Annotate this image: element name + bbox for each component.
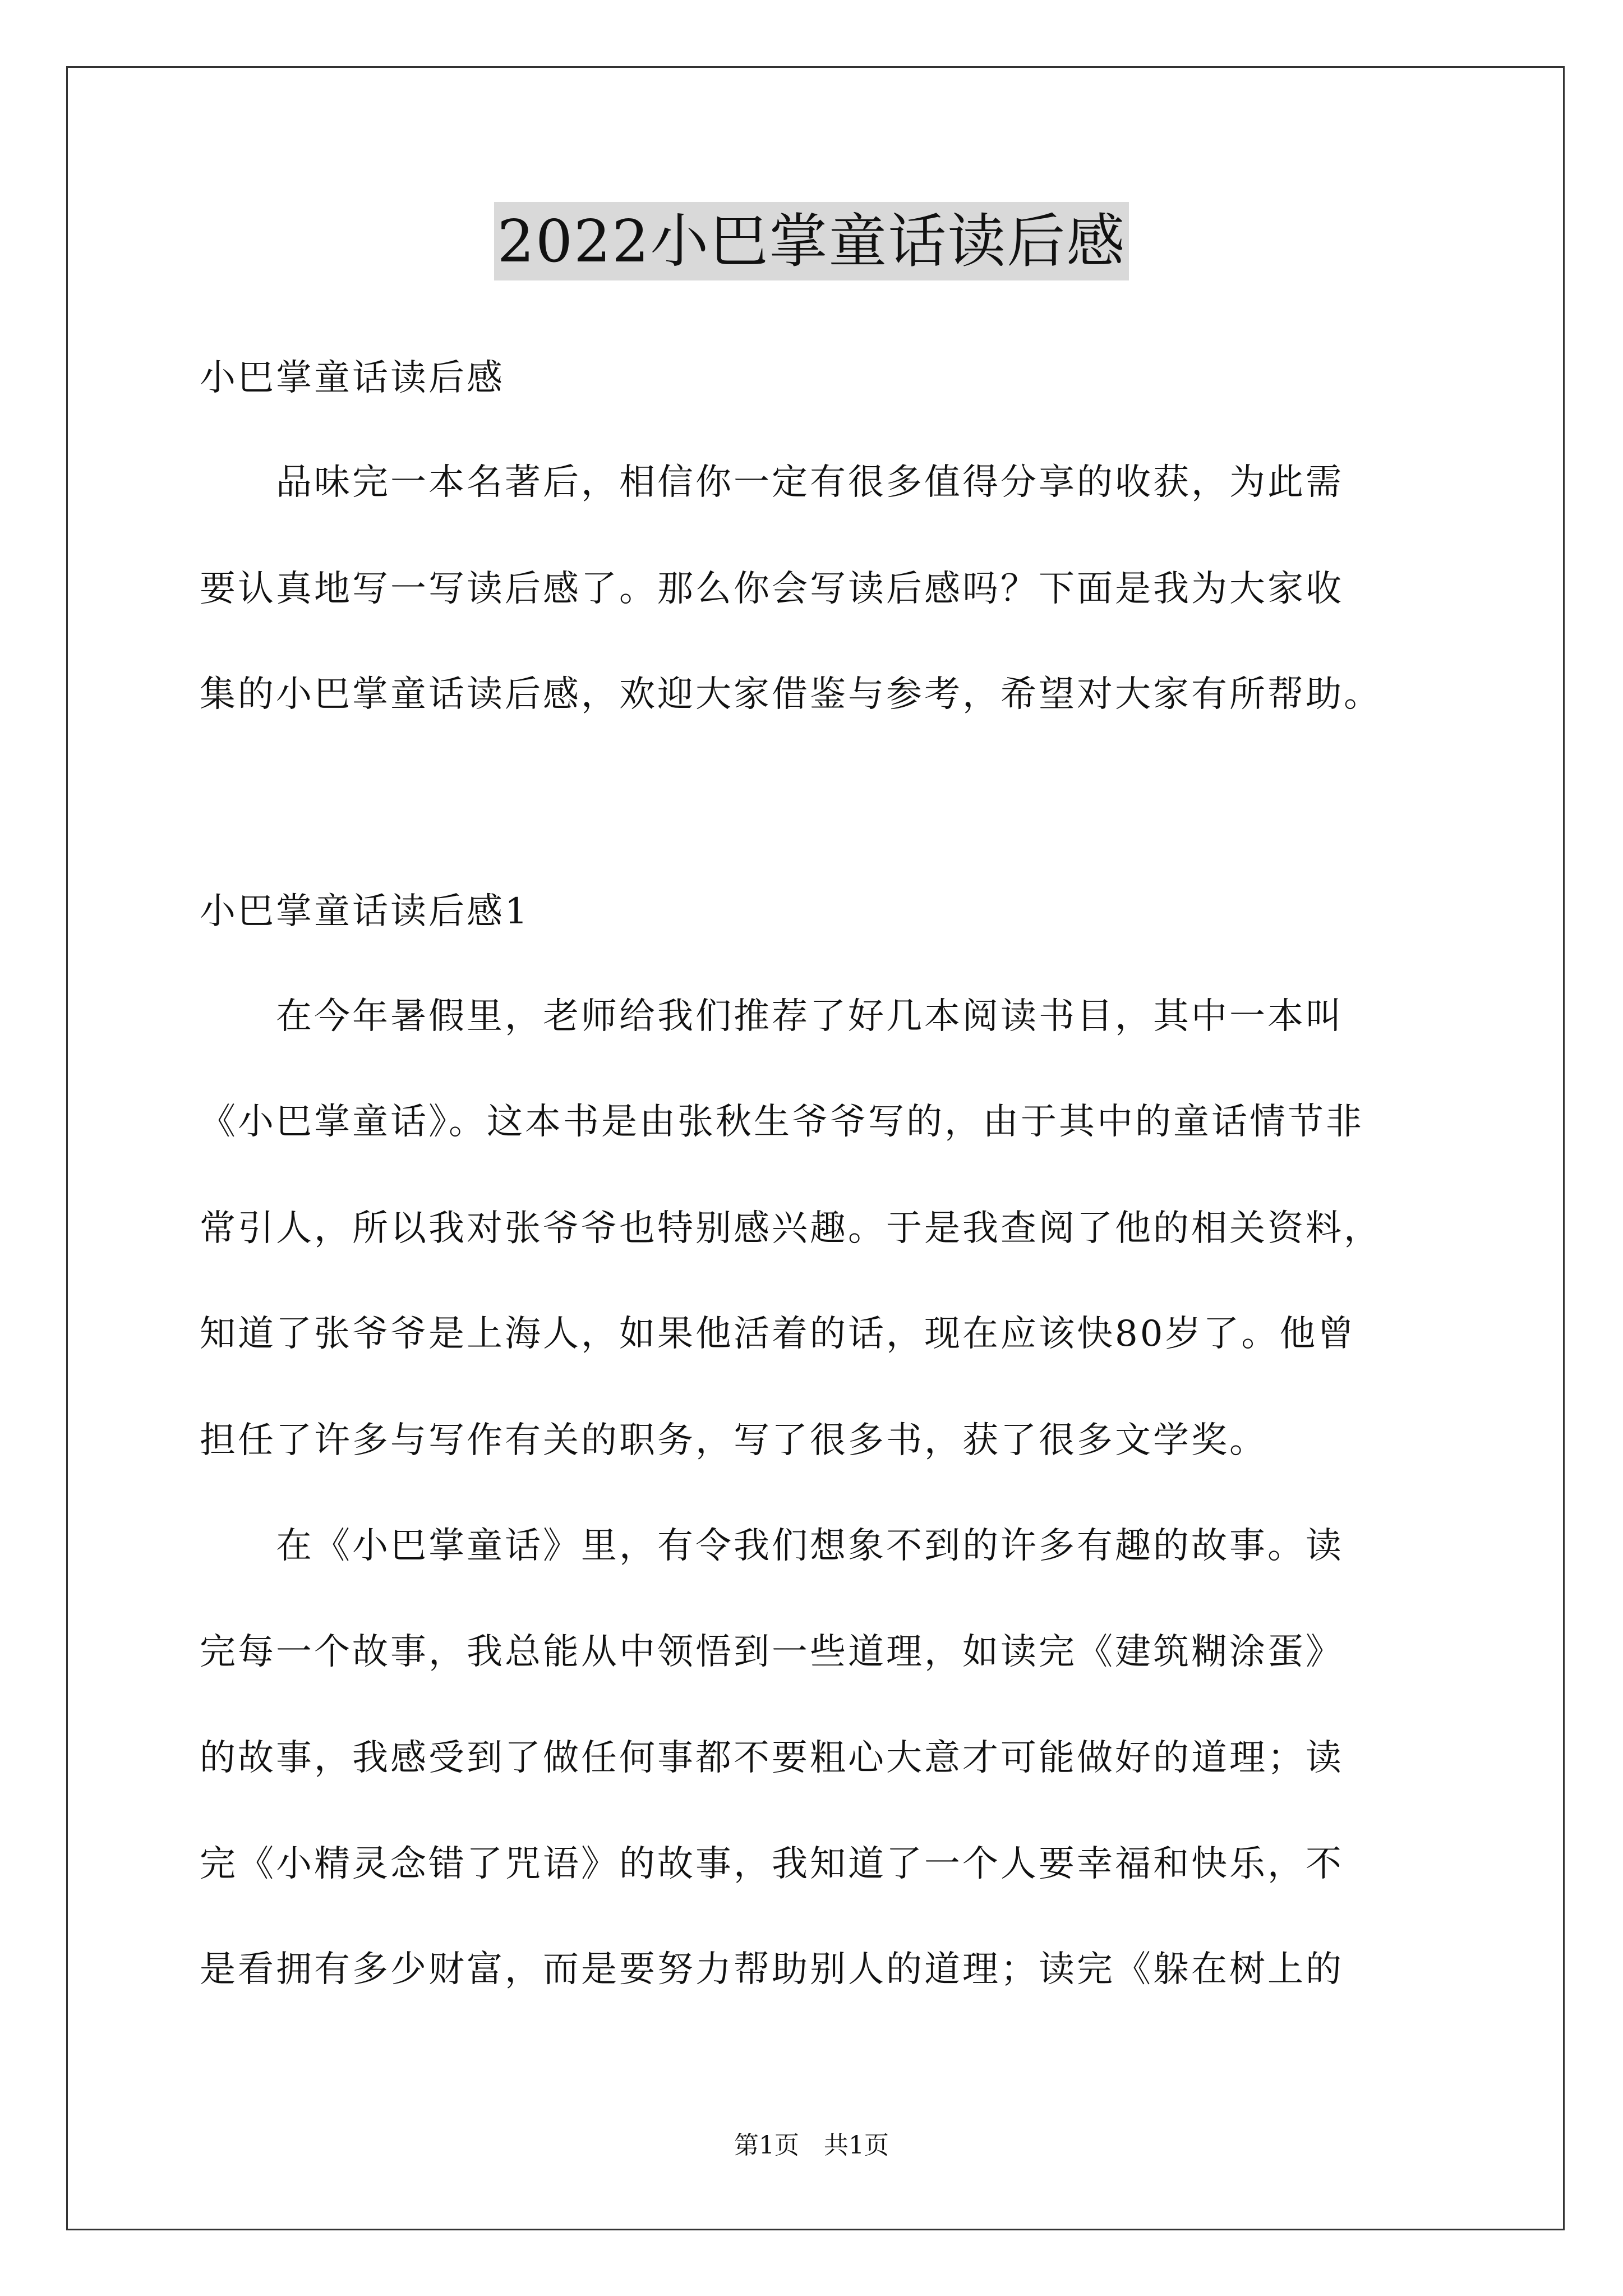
body-line-6: 在《小巴掌童话》里，有令我们想象不到的许多有趣的故事。读 bbox=[200, 1525, 1344, 1567]
subtitle: 小巴掌童话读后感 bbox=[200, 357, 505, 399]
document-title: 2022小巴掌童话读后感 bbox=[494, 202, 1129, 280]
body-line-3: 常引人，所以我对张爷爷也特别感兴趣。于是我查阅了他的相关资料， bbox=[200, 1208, 1382, 1249]
intro-line-2: 要认真地写一写读后感了。那么你会写读后感吗？下面是我为大家收 bbox=[200, 568, 1344, 610]
body-line-1: 在今年暑假里，老师给我们推荐了好几本阅读书目，其中一本叫 bbox=[200, 996, 1344, 1037]
body-line-8: 的故事，我感受到了做任何事都不要粗心大意才可能做好的道理；读 bbox=[200, 1737, 1344, 1779]
section-heading: 小巴掌童话读后感1 bbox=[200, 891, 530, 932]
page-footer: 第1页 共1页 bbox=[734, 2131, 889, 2160]
body-line-5: 担任了许多与写作有关的职务，写了很多书，获了很多文学奖。 bbox=[200, 1420, 1267, 1461]
intro-line-1: 品味完一本名著后，相信你一定有很多值得分享的收获，为此需 bbox=[200, 462, 1344, 503]
body-line-2: 《小巴掌童话》。这本书是由张秋生爷爷写的，由于其中的童话情节非 bbox=[200, 1101, 1364, 1143]
body-line-4: 知道了张爷爷是上海人，如果他活着的话，现在应该快80岁了。他曾 bbox=[200, 1313, 1356, 1355]
body-line-9: 完《小精灵念错了咒语》的故事，我知道了一个人要幸福和快乐，不 bbox=[200, 1843, 1344, 1885]
intro-line-3: 集的小巴掌童话读后感，欢迎大家借鉴与参考，希望对大家有所帮助。 bbox=[200, 674, 1382, 715]
body-line-7: 完每一个故事，我总能从中领悟到一些道理，如读完《建筑糊涂蛋》 bbox=[200, 1631, 1344, 1673]
title-container bbox=[0, 202, 1623, 280]
body-line-10: 是看拥有多少财富，而是要努力帮助别人的道理；读完《躲在树上的 bbox=[200, 1949, 1344, 1990]
